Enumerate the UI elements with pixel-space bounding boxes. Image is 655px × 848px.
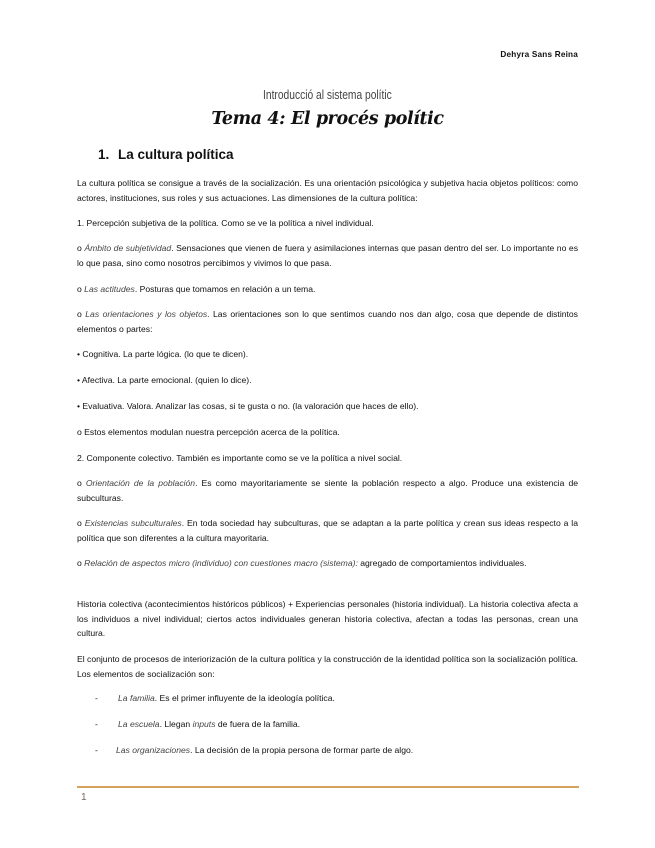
paragraph-ambito: o Ámbito de subjetividad. Sensaciones que vienen de fuera y asimilaciones internas que pasan dentro del ser. Lo importante no es lo que pasa, sino como nosotros percibimos y vivimos lo que pasa. bbox=[77, 243, 579, 268]
document-title: Tema 4: El procés polític bbox=[211, 109, 444, 129]
paragraph-subculturas: o Existencias subculturales. En toda sociedad hay subculturas, que se adaptan a la parte política y crean sus ideas respecto a la política que son diferentes a la cultura mayoritaria. bbox=[77, 518, 578, 543]
bullet-evaluativa: • Evaluativa. Valora. Analizar las cosas, si te gusta o no. (la valoración que haces de ello). bbox=[77, 401, 419, 411]
bullet-afectiva: • Afectiva. La parte emocional. (quien lo dice). bbox=[77, 375, 252, 385]
paragraph-actitudes: o Las actitudes. Posturas que tomamos en relación a un tema. bbox=[77, 284, 316, 294]
document-subtitle: Introducció al sistema polític bbox=[263, 88, 392, 102]
paragraph-micro-macro: o Relación de aspectos micro (individuo) con cuestiones macro (sistema): agregado de comportamientos individuales. bbox=[77, 558, 527, 568]
section-label: La cultura política bbox=[118, 147, 234, 162]
paragraph-orientacion-poblacion: o Orientación de la población. Es como mayoritariamente se siente la población respecto a algo. Produce una existencia de subculturas. bbox=[77, 478, 578, 503]
paragraph-socializacion: El conjunto de procesos de interiorización de la cultura política y la construcción de la identidad política son la socialización política. Los elementos de socialización son: bbox=[77, 654, 578, 679]
footer-divider bbox=[77, 786, 579, 788]
document-page: Dehyra Sans Reina Introducció al sistema polític Tema 4: El procés polític 1. La cultura política La cultura política se consigue a través de la socialización. Es una orientación psicológica y subjetiva hacia objetos políticos: como actores, instituciones, sus roles y sus actuaciones. Las dimensiones de la cultura política: 1. Percepción subjetiva de la política. Como se ve la política a nivel individual. o Ámbito de subjetividad. Sensaciones que vienen de fuera y asimilaciones internas que pasan dentro del ser. Lo importante no es lo que pasa, sino como nosotros percibimos y vivimos lo que pasa. o Las actitudes. Posturas que tomamos en relación a un tema. o Las orientaciones y los objetos. Las orientaciones son lo que sentimos cuando nos dan algo, cosa que depende de distintos elementos o partes: • Cognitiva. La parte lógica. (lo que te dicen). • Afectiva. La parte emocional. (quien lo dice). • Evaluativa. Valora. Analizar las cosas, si te gusta o no. (la valoración que haces de ello). o Estos elementos modulan nuestra percepción acerca de la política. 2. Componente colectivo. También es importante como se ve la política a nivel social. o Orientación de la población. Es como mayoritariamente se siente la población respecto a algo. Produce una existencia de subculturas. o Existencias subculturales. En toda sociedad hay subculturas, que se adaptan a la parte política y crean sus ideas respecto a la política que son diferentes a la cultura mayoritaria. o Relación de aspectos micro (individuo) con cuestiones macro (sistema): agregado de comportamientos individuales. Historia colectiva (acontecimientos históricos públicos) + Experiencias personales (historia individual). La historia colectiva afecta a los individuos a nivel individual; ciertos actos individuales generan historia colectiva, afectan a todas las personas, crean una cultura. El conjunto de procesos de interiorización de la cultura política y la construcción de la identidad política son la socialización política. Los elementos de socialización son: - La familia. Es el primer influyente de la ideología política. - La escuela. Llegan inputs de fuera de la familia. - Las organizaciones. La decisión de la propia persona de formar parte de algo. 1 bbox=[0, 0, 655, 848]
bullet-cognitiva: • Cognitiva. La parte lógica. (lo que te dicen). bbox=[77, 349, 249, 359]
paragraph-intro: La cultura política se consigue a través de la socialización. Es una orientación psicológica y subjetiva hacia objetos políticos: como actores, instituciones, sus roles y sus actuaciones. Las dimensiones de la cultura política: bbox=[77, 178, 578, 203]
paragraph-componente-colectivo: 2. Componente colectivo. También es importante como se ve la política a nivel social. bbox=[77, 453, 403, 463]
paragraph-elementos: o Estos elementos modulan nuestra percepción acerca de la política. bbox=[77, 427, 340, 437]
paragraph-orientaciones: o Las orientaciones y los objetos. Las orientaciones son lo que sentimos cuando nos dan algo, cosa que depende de distintos elementos o partes: bbox=[77, 309, 578, 334]
section-heading bbox=[98, 147, 234, 162]
header-author: Dehyra Sans Reina bbox=[500, 50, 578, 59]
paragraph-historia-colectiva: Historia colectiva (acontecimientos históricos públicos) + Experiencias personales (historia individual). La historia colectiva afecta a los individuos a nivel individual; ciertos actos individuales generan historia colectiva, afectan a todas las personas, crean una cultura. bbox=[77, 599, 578, 638]
paragraph-percepcion: 1. Percepción subjetiva de la política. Como se ve la política a nivel individual. bbox=[77, 218, 374, 228]
section-number: 1. bbox=[98, 147, 110, 162]
page-number: 1 bbox=[81, 792, 87, 803]
